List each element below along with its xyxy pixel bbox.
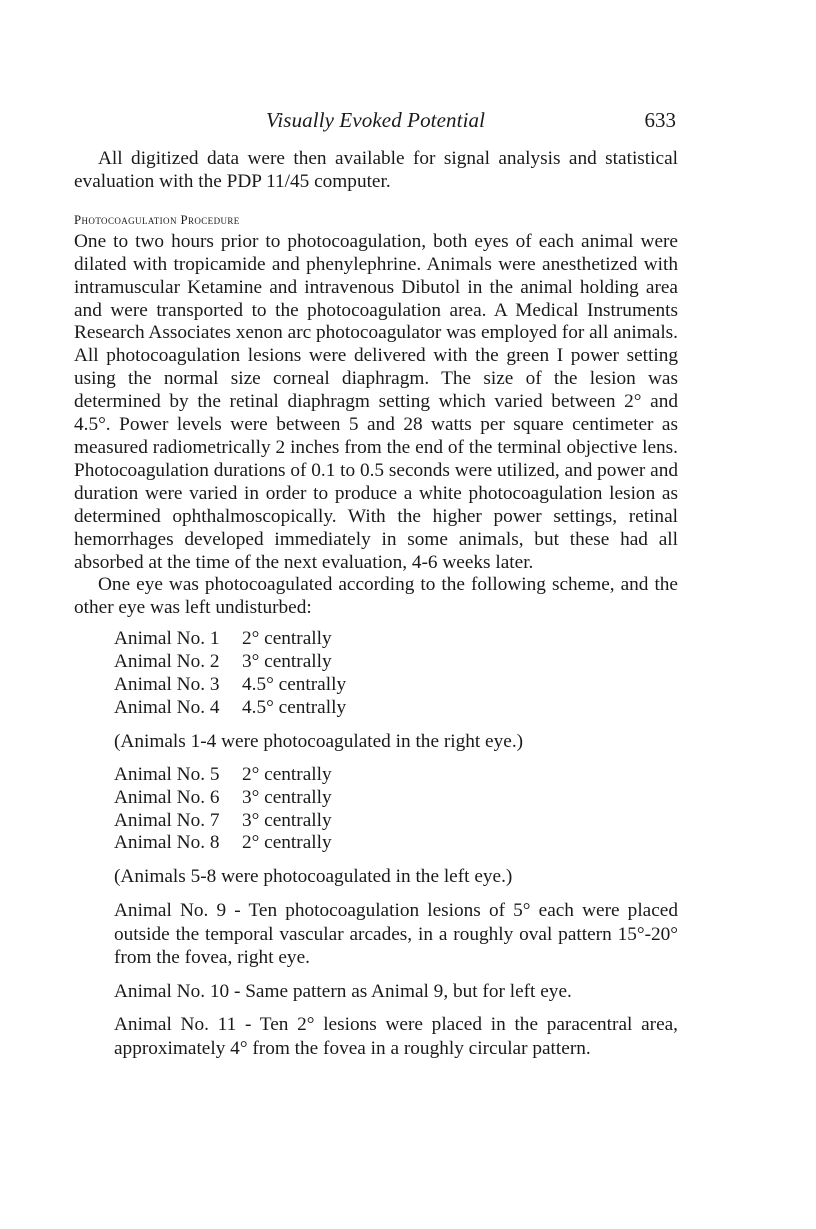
list-item — [114, 628, 678, 651]
intro-paragraph: All digitized data were then available for signal analysis and statistical evaluation with the PDP 11/45 computer. — [74, 148, 678, 192]
list-item — [114, 674, 678, 697]
section-heading: Photocoagulation Procedure — [74, 212, 240, 227]
animal-location: 3° centrally — [242, 651, 332, 673]
animal-location: 3° centrally — [242, 809, 332, 831]
procedure-paragraph: One to two hours prior to photocoagulation, both eyes of each animal were dilated with tropicamide and phenylephrine. Animals were anesthetized with intramuscular Ketamine and intravenous Dibutol in the animal holding area and were transported to the photocoagulation area. A Medical Instruments Research Associates xenon arc photocoagulator was employed for all animals. All photocoagulation lesions were delivered with the green I power setting using the normal size corneal diaphragm. The size of the lesion was determined by the retinal diaphragm setting which varied between 2° and 4.5°. Power levels were between 5 and 28 watts per square centimeter as measured radiometrically 2 inches from the end of the terminal objective lens. Photocoagulation durations of 0.1 to 0.5 seconds were utilized, and power and duration were varied in order to produce a white photocoagulation lesion as determined ophthalmoscopically. With the higher power settings, retinal hemorrhages developed immediately in some animals, but these had all absorbed at the time of the next evaluation, 4-6 weeks later. — [74, 230, 679, 573]
body-text — [74, 148, 678, 1060]
page-number: 633 — [644, 108, 676, 132]
left-eye-note: (Animals 5-8 were photocoagulated in the left eye.) — [114, 866, 513, 888]
animal-name: Animal No. 2 — [114, 651, 220, 673]
animal-name: Animal No. 3 — [114, 674, 220, 696]
animal-name: Animal No. 6 — [114, 786, 220, 808]
animal-9-detail: Animal No. 9 - Ten photocoagulation lesions of 5° each were placed outside the temporal vascular arcades, in a roughly oval pattern 15°-20° from the fovea, right eye. — [114, 900, 678, 969]
animal-10-detail: Animal No. 10 - Same pattern as Animal 9, but for left eye. — [114, 980, 572, 1002]
animal-list-right-eye — [114, 628, 678, 720]
list-item — [114, 787, 678, 810]
animal-location: 2° centrally — [242, 763, 332, 785]
right-eye-note: (Animals 1-4 were photocoagulated in the right eye.) — [114, 730, 524, 752]
list-item — [114, 810, 678, 833]
page-header — [74, 108, 678, 136]
animal-11-detail: Animal No. 11 - Ten 2° lesions were placed in the paracentral area, approximately 4° from the fovea in a roughly circular pattern. — [114, 1014, 678, 1059]
list-item — [114, 651, 678, 674]
animal-name: Animal No. 1 — [114, 628, 220, 650]
animal-list-left-eye — [114, 764, 678, 856]
list-item — [114, 764, 678, 787]
list-item — [114, 697, 678, 720]
animal-name: Animal No. 8 — [114, 832, 220, 854]
animal-location: 2° centrally — [242, 628, 332, 650]
animal-location: 3° centrally — [242, 786, 332, 808]
animal-name: Animal No. 5 — [114, 763, 220, 785]
animal-location: 4.5° centrally — [242, 674, 347, 696]
animal-name: Animal No. 4 — [114, 696, 220, 718]
animal-location: 2° centrally — [242, 832, 332, 854]
animal-location: 4.5° centrally — [242, 696, 347, 718]
scheme-paragraph: One eye was photocoagulated according to the following scheme, and the other eye was left undisturbed: — [74, 574, 678, 619]
running-title: Visually Evoked Potential — [266, 108, 486, 132]
animal-name: Animal No. 7 — [114, 809, 220, 831]
list-item — [114, 832, 678, 855]
